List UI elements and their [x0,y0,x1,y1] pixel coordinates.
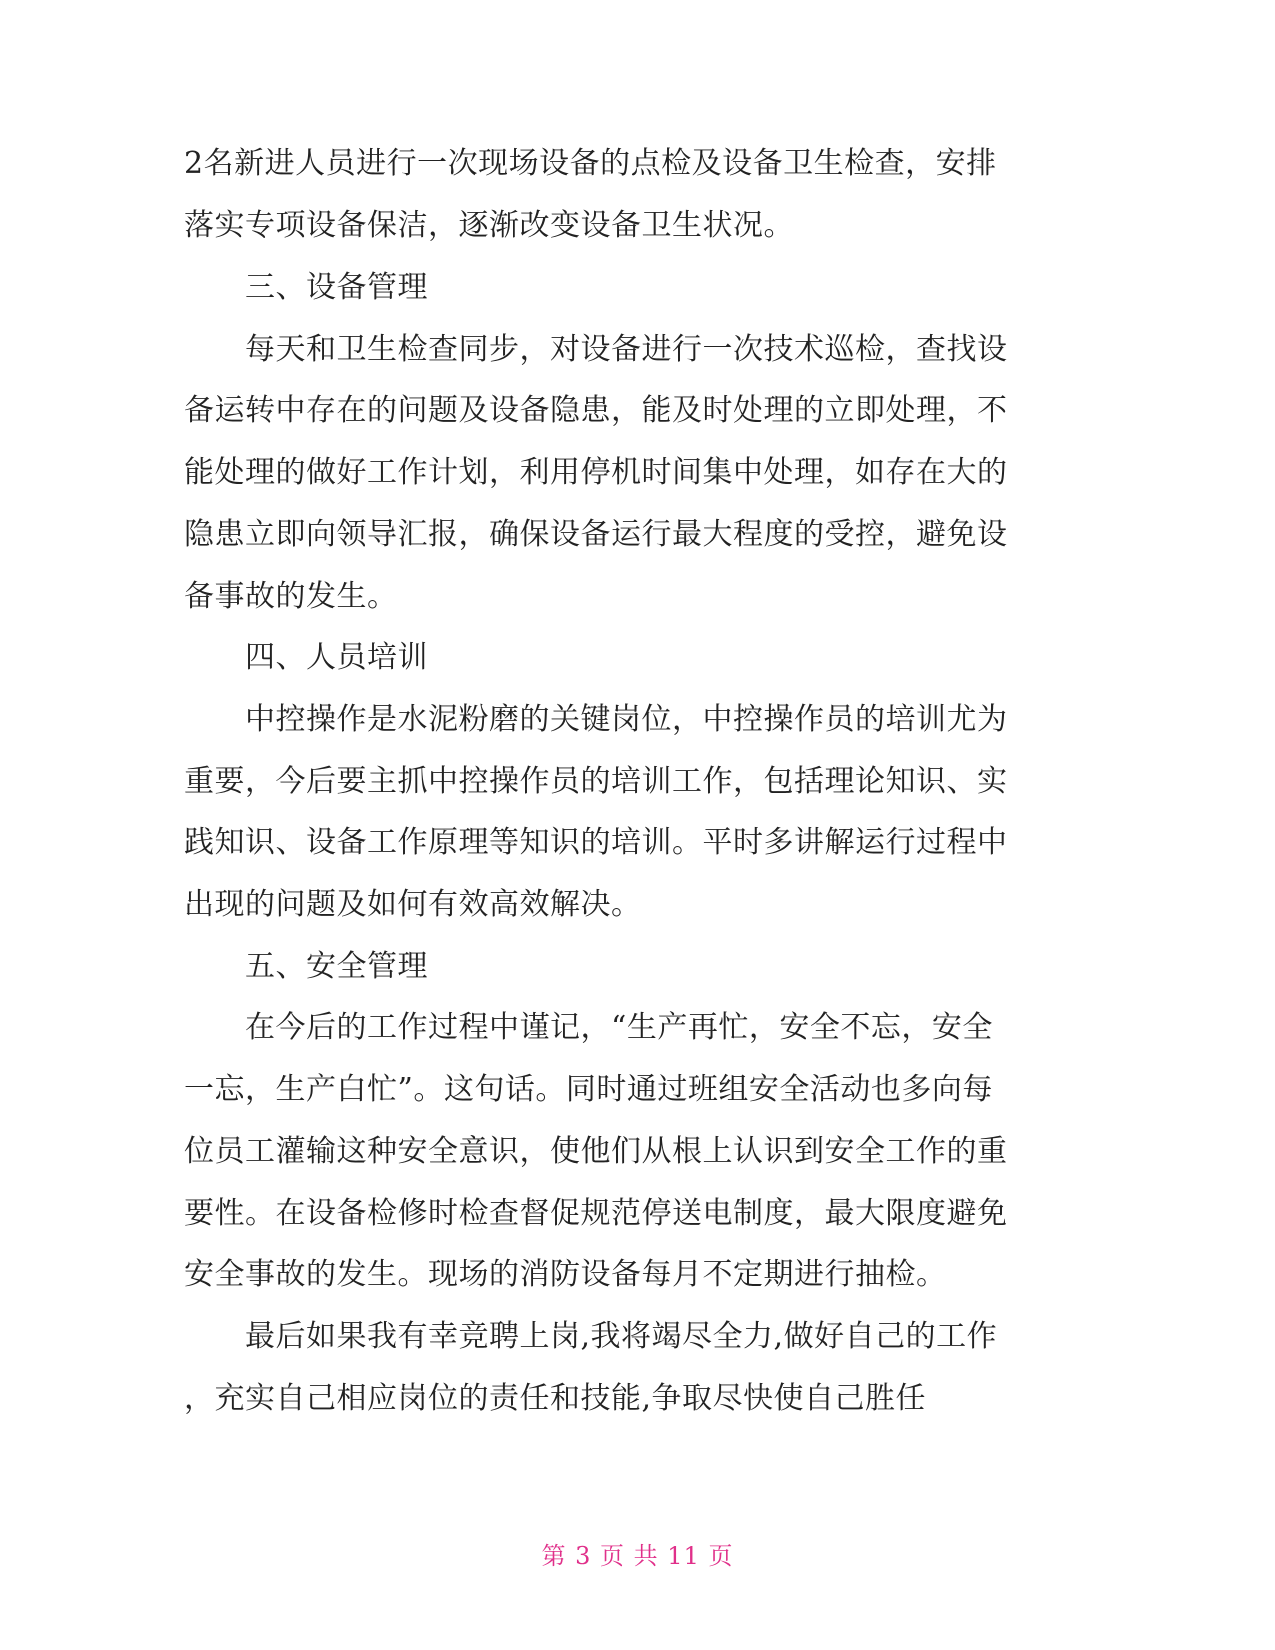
text-line: 出现的问题及如何有效高效解决。 [184,887,642,922]
text-line: 最后如果我有幸竞聘上岗,我将竭尽全力,做好自己的工作 [184,1319,998,1354]
section-heading: 三、设备管理 [184,270,428,305]
text-line: 中控操作是水泥粉磨的关键岗位，中控操作员的培训尤为 [184,702,1008,737]
text-line: 践知识、设备工作原理等知识的培训。平时多讲解运行过程中 [184,825,1008,860]
page-number-footer: 第 3 页 共 11 页 [541,1542,734,1570]
text-line: 要性。在设备检修时检查督促规范停送电制度，最大限度避免 [184,1196,1008,1231]
text-line: ，充实自己相应岗位的责任和技能,争取尽快使自己胜任 [184,1381,927,1416]
section-heading: 四、人员培训 [184,640,428,675]
text-line: 备事故的发生。 [184,579,398,614]
text-line: 落实专项设备保洁，逐渐改变设备卫生状况。 [184,208,794,243]
text-line: 2名新进人员进行一次现场设备的点检及设备卫生检查，安排 [184,146,997,181]
section-heading: 五、安全管理 [184,949,428,984]
text-line: 安全事故的发生。现场的消防设备每月不定期进行抽检。 [184,1257,947,1292]
text-line: 一忘，生产白忙”。这句话。同时通过班组安全活动也多向每 [184,1072,993,1107]
text-line: 在今后的工作过程中谨记，“生产再忙，安全不忘，安全 [184,1010,993,1045]
text-line: 能处理的做好工作计划，利用停机时间集中处理，如存在大的 [184,455,1008,490]
text-line: 隐患立即向领导汇报，确保设备运行最大程度的受控，避免设 [184,517,1008,552]
text-line: 每天和卫生检查同步，对设备进行一次技术巡检，查找设 [184,332,1008,367]
text-line: 位员工灌输这种安全意识，使他们从根上认识到安全工作的重 [184,1134,1008,1169]
text-line: 备运转中存在的问题及设备隐患，能及时处理的立即处理，不 [184,393,1008,428]
text-line: 重要，今后要主抓中控操作员的培训工作，包括理论知识、实 [184,764,1008,799]
